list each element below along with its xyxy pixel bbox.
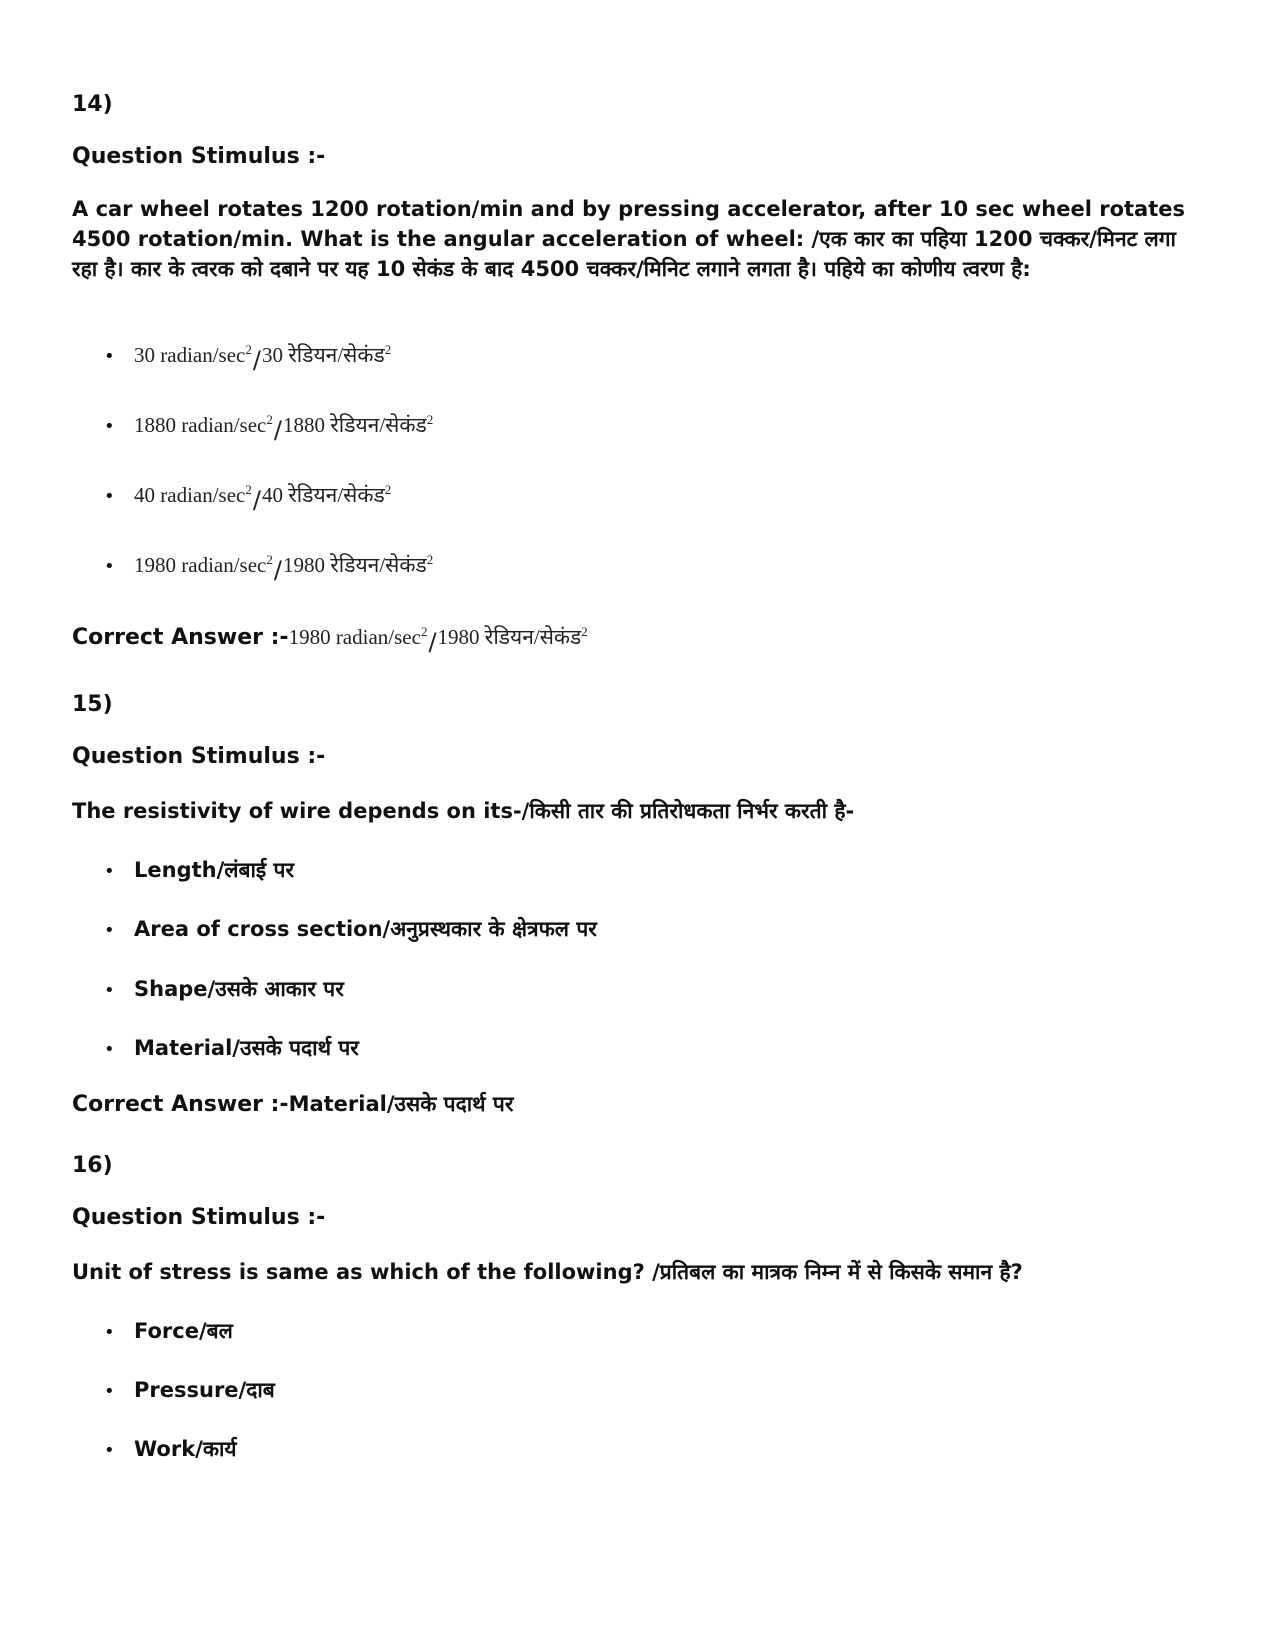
correct-answer	[72, 1090, 513, 1118]
correct-answer-label: Correct Answer :-	[72, 1092, 289, 1117]
option-text: 1980 radian/$\sec^2/1980$ रेडियन/सेकंड$^2$	[134, 552, 434, 584]
question-text: Unit of stress is same as which of the following? /प्रतिबल का मात्रक निम्न में से किसके समान है?	[72, 1260, 1023, 1284]
question-number: 14)	[72, 92, 113, 117]
question-stimulus-label: Question Stimulus :-	[72, 1205, 326, 1230]
option-item	[104, 975, 344, 1003]
bullet: •	[104, 1381, 115, 1402]
question-number: 15)	[72, 692, 113, 717]
bullet: •	[104, 1322, 115, 1343]
question-text: The resistivity of wire depends on its-/किसी तार की प्रतिरोधकता निर्भर करती है-	[72, 799, 855, 823]
option-text: Area of cross section/अनुप्रस्थकार के क्षेत्रफल पर	[134, 917, 597, 941]
bullet: •	[104, 1440, 115, 1461]
option-item	[104, 1317, 233, 1345]
option-item	[104, 1376, 275, 1404]
option-item	[104, 480, 392, 514]
correct-answer-value: 1980 radian/$\sec^2/1980$ रेडियन/सेकंड$^2$	[288, 624, 588, 656]
bullet: •	[104, 486, 115, 507]
option-text: Force/बल	[134, 1319, 233, 1343]
option-text: Length/लंबाई पर	[134, 858, 295, 882]
option-text: 40 radian/$\sec^2/40$ रेडियन/सेकंड$^2$	[134, 482, 392, 514]
option-text: 30 radian/$\sec^2/30$ रेडियन/सेकंड$^2$	[134, 342, 392, 374]
question-stimulus-label: Question Stimulus :-	[72, 144, 326, 169]
question-text: A car wheel rotates 1200 rotation/min and by pressing accelerator, after 10 sec wheel rotates 4500 rotation/min. What is the angular acceleration of wheel: /एक कार का पहिया 1200 चक्कर/मिनट लगा रहा है। कार के त्वरक को दबाने पर यह 10 सेकंड के बाद 4500 चक्कर/मिनिट लगाने लगता है। पहिये का कोणीय त्वरण है:	[72, 197, 1185, 281]
bullet: •	[104, 556, 115, 577]
option-item	[104, 410, 434, 444]
question-number: 16)	[72, 1153, 113, 1178]
bullet: •	[104, 980, 115, 1001]
bullet: •	[104, 1039, 115, 1060]
option-item	[104, 550, 434, 584]
option-item	[104, 915, 597, 943]
option-text: Work/कार्य	[134, 1437, 237, 1461]
bullet: •	[104, 416, 115, 437]
bullet: •	[104, 861, 115, 882]
correct-answer-value: Material/उसके पदार्थ पर	[288, 1092, 514, 1116]
bullet: •	[104, 346, 115, 367]
option-item	[104, 1034, 359, 1062]
option-item	[104, 1435, 237, 1463]
option-text: 1880 radian/$\sec^2/1880$ रेडियन/सेकंड$^2$	[134, 412, 434, 444]
correct-answer	[72, 622, 588, 656]
option-text: Pressure/दाब	[134, 1378, 275, 1402]
option-item	[104, 856, 294, 884]
option-text: Material/उसके पदार्थ पर	[134, 1036, 359, 1060]
bullet: •	[104, 920, 115, 941]
correct-answer-label: Correct Answer :-	[72, 625, 289, 650]
question-stimulus-label: Question Stimulus :-	[72, 744, 326, 769]
option-text: Shape/उसके आकार पर	[134, 977, 344, 1001]
option-item	[104, 340, 392, 374]
